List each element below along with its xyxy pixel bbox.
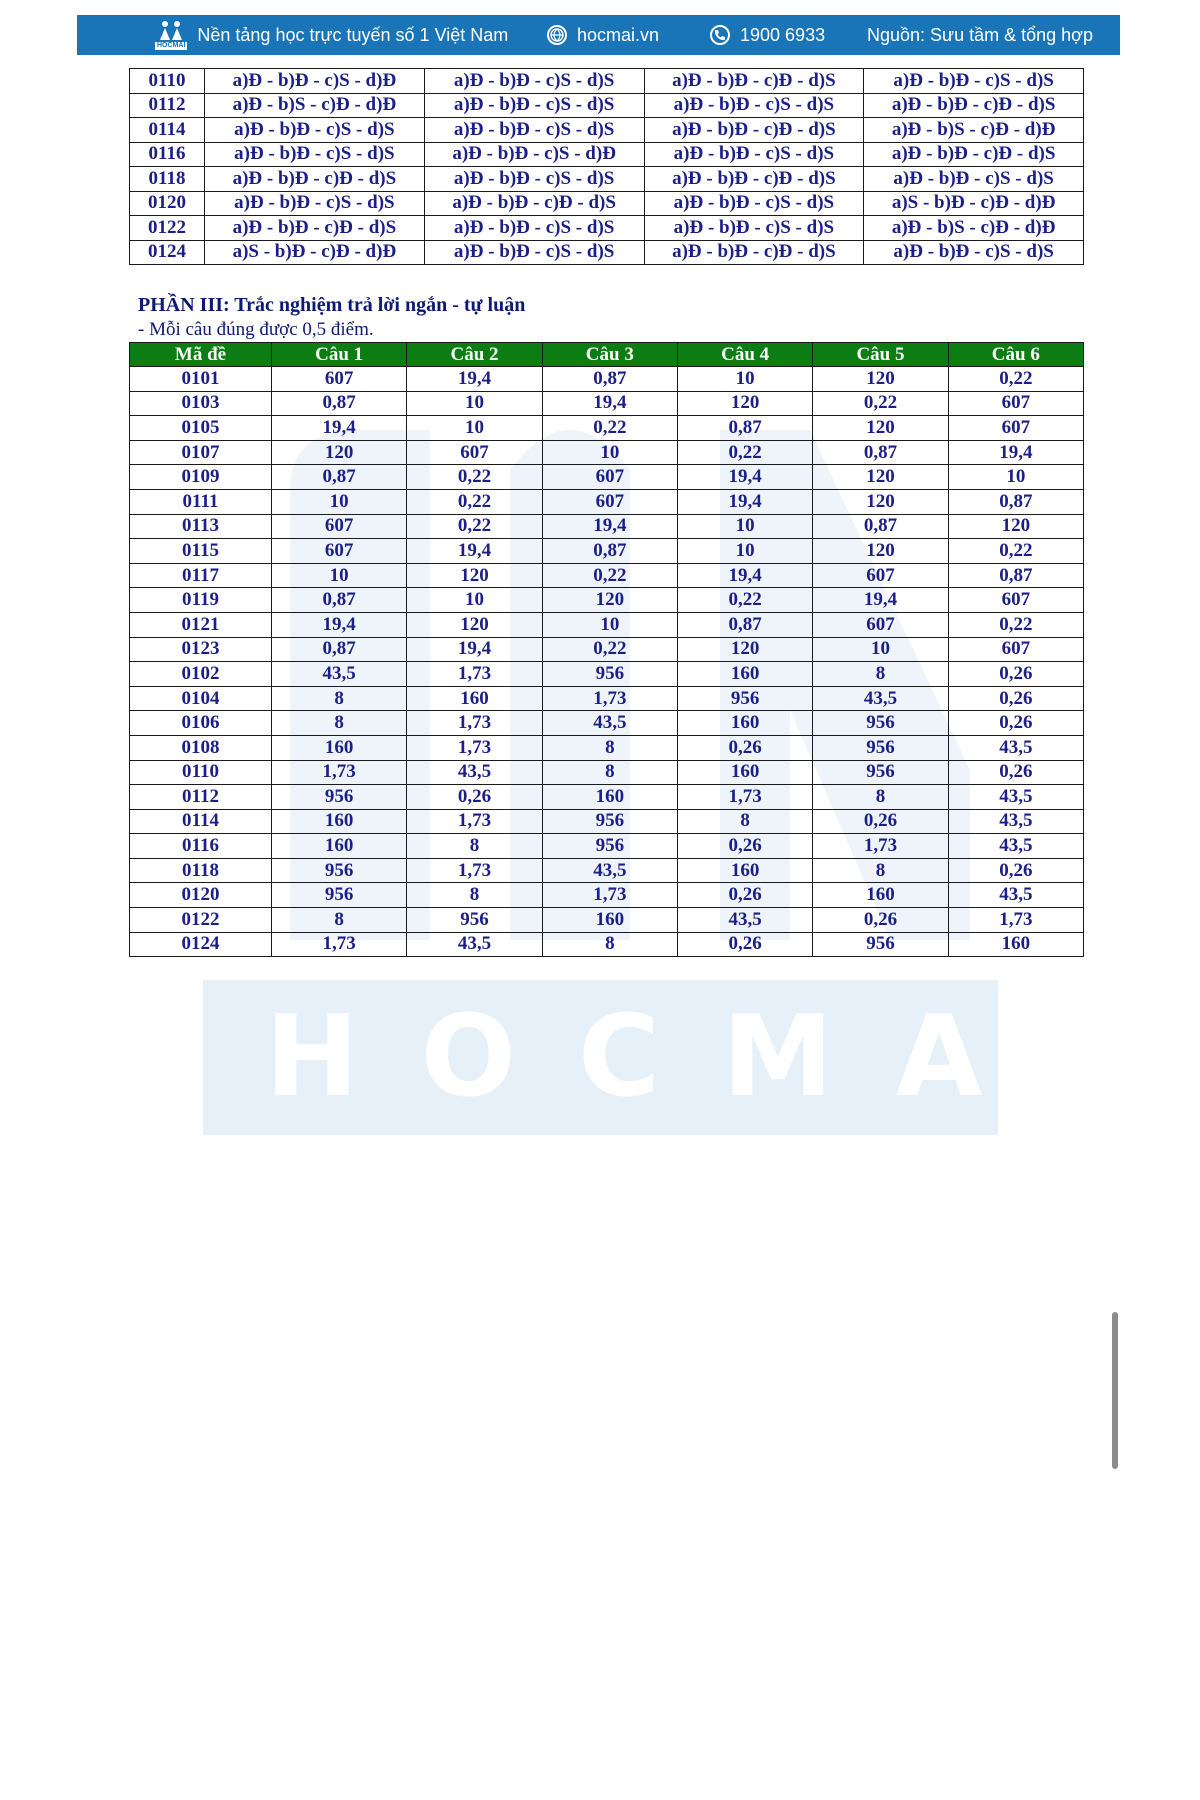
exam-code-cell: 0116 [130, 142, 205, 167]
answer-cell: 160 [407, 686, 542, 711]
answer-cell: a)Đ - b)Đ - c)Đ - d)S [864, 93, 1084, 118]
answer-cell: 607 [813, 612, 948, 637]
answer-cell: 0,22 [542, 416, 677, 441]
answer-cell: 120 [948, 514, 1083, 539]
answer-cell: 160 [813, 883, 948, 908]
exam-code-cell: 0124 [130, 932, 272, 957]
answer-cell: 43,5 [542, 711, 677, 736]
answer-cell: 0,22 [542, 563, 677, 588]
exam-code-cell: 0101 [130, 367, 272, 392]
answer-cell: 607 [948, 637, 1083, 662]
answer-cell: 0,22 [677, 440, 812, 465]
table-row [130, 588, 1084, 613]
table-row [130, 465, 1084, 490]
answer-cell: a)Đ - b)Đ - c)S - d)S [644, 142, 864, 167]
answer-cell: 0,22 [948, 367, 1083, 392]
answer-cell: 0,22 [813, 391, 948, 416]
answer-cell: 19,4 [677, 563, 812, 588]
answer-cell: 0,26 [813, 809, 948, 834]
answer-cell: 8 [813, 785, 948, 810]
answer-cell: 1,73 [272, 760, 407, 785]
answer-cell: a)Đ - b)Đ - c)S - d)S [864, 167, 1084, 192]
answer-cell: 1,73 [407, 858, 542, 883]
answer-cell: 0,22 [677, 588, 812, 613]
answer-cell: 1,73 [407, 809, 542, 834]
answer-cell: 120 [813, 416, 948, 441]
answer-cell: a)Đ - b)Đ - c)S - d)Đ [205, 69, 425, 94]
phone-icon [710, 25, 730, 45]
answer-cell: 8 [272, 686, 407, 711]
answer-cell: 0,87 [542, 539, 677, 564]
answer-cell: 607 [272, 367, 407, 392]
answer-cell: 120 [407, 563, 542, 588]
table-row [130, 142, 1084, 167]
answer-cell: a)Đ - b)Đ - c)Đ - d)S [205, 167, 425, 192]
exam-code-cell: 0116 [130, 834, 272, 859]
answer-cell: a)Đ - b)Đ - c)S - d)S [424, 167, 644, 192]
slogan-text: Nền tảng học trực tuyến số 1 Việt Nam [197, 24, 509, 45]
answer-cell: 607 [813, 563, 948, 588]
table-row [130, 416, 1084, 441]
answer-cell: 10 [677, 514, 812, 539]
table-row [130, 440, 1084, 465]
answer-cell: 10 [542, 440, 677, 465]
answer-cell: 19,4 [542, 514, 677, 539]
answer-cell: a)Đ - b)Đ - c)S - d)S [205, 142, 425, 167]
answer-cell: 10 [542, 612, 677, 637]
answer-cell: 43,5 [948, 883, 1083, 908]
answer-cell: 0,26 [677, 883, 812, 908]
column-header: Câu 5 [813, 343, 948, 367]
answer-cell: a)Đ - b)Đ - c)S - d)S [205, 118, 425, 143]
answer-cell: a)Đ - b)S - c)Đ - d)Đ [864, 118, 1084, 143]
answer-cell: 0,22 [542, 637, 677, 662]
exam-code-cell: 0110 [130, 69, 205, 94]
answer-cell: 19,4 [272, 612, 407, 637]
answer-cell: a)Đ - b)Đ - c)S - d)S [424, 118, 644, 143]
answer-cell: 120 [272, 440, 407, 465]
answer-cell: 120 [677, 391, 812, 416]
answer-cell: a)Đ - b)Đ - c)S - d)S [424, 69, 644, 94]
answer-cell: 0,87 [272, 391, 407, 416]
answer-cell: 607 [272, 514, 407, 539]
exam-code-cell: 0121 [130, 612, 272, 637]
column-header: Câu 6 [948, 343, 1083, 367]
section-note: - Mỗi câu đúng được 0,5 điểm. [138, 319, 374, 340]
answer-cell: 0,26 [677, 932, 812, 957]
answer-cell: 956 [542, 809, 677, 834]
answer-cell: 607 [407, 440, 542, 465]
answer-cell: 43,5 [407, 760, 542, 785]
answer-cell: 160 [677, 711, 812, 736]
table-row [130, 686, 1084, 711]
answer-cell: 0,87 [948, 563, 1083, 588]
answer-cell: a)Đ - b)Đ - c)S - d)S [644, 216, 864, 241]
answer-cell: 956 [813, 932, 948, 957]
answer-cell: a)Đ - b)Đ - c)S - d)S [864, 240, 1084, 265]
answer-cell: 0,87 [677, 416, 812, 441]
exam-code-cell: 0109 [130, 465, 272, 490]
answer-cell: 43,5 [407, 932, 542, 957]
exam-code-cell: 0110 [130, 760, 272, 785]
exam-code-cell: 0120 [130, 883, 272, 908]
exam-code-cell: 0114 [130, 118, 205, 143]
answer-cell: 10 [407, 588, 542, 613]
exam-code-cell: 0112 [130, 93, 205, 118]
answer-cell: 607 [948, 391, 1083, 416]
answer-cell: 8 [407, 883, 542, 908]
table-row [130, 514, 1084, 539]
table-row [130, 93, 1084, 118]
answer-cell: 0,87 [272, 637, 407, 662]
answer-cell: 956 [677, 686, 812, 711]
answer-cell: 1,73 [677, 785, 812, 810]
answer-cell: 19,4 [813, 588, 948, 613]
answer-cell: 0,26 [677, 834, 812, 859]
answer-cell: 8 [542, 735, 677, 760]
header-banner [77, 15, 1120, 55]
table-row [130, 118, 1084, 143]
exam-code-cell: 0108 [130, 735, 272, 760]
table-row [130, 563, 1084, 588]
answer-cell: 956 [813, 735, 948, 760]
answer-cell: 10 [677, 539, 812, 564]
answer-cell: 607 [542, 489, 677, 514]
answer-cell: a)Đ - b)S - c)Đ - d)Đ [864, 216, 1084, 241]
answer-cell: 956 [813, 760, 948, 785]
table-row [130, 367, 1084, 392]
table-row [130, 612, 1084, 637]
answer-cell: 160 [272, 735, 407, 760]
answer-cell: 19,4 [948, 440, 1083, 465]
true-false-answer-table-body [130, 69, 1084, 265]
table-row [130, 858, 1084, 883]
source-block [867, 15, 1093, 55]
answer-cell: 0,87 [813, 514, 948, 539]
exam-code-cell: 0115 [130, 539, 272, 564]
answer-cell: 1,73 [407, 662, 542, 687]
answer-cell: 19,4 [407, 367, 542, 392]
answer-cell: 120 [813, 539, 948, 564]
table-row [130, 908, 1084, 933]
exam-code-cell: 0118 [130, 167, 205, 192]
table-row [130, 167, 1084, 192]
website-link[interactable]: hocmai.vn [577, 24, 660, 45]
answer-cell: 160 [272, 834, 407, 859]
answer-cell: 1,73 [542, 686, 677, 711]
answer-cell: 8 [272, 711, 407, 736]
answer-cell: 956 [542, 834, 677, 859]
column-header: Câu 2 [407, 343, 542, 367]
answer-cell: 120 [813, 465, 948, 490]
answer-cell: 43,5 [272, 662, 407, 687]
exam-code-cell: 0120 [130, 191, 205, 216]
answer-cell: 0,26 [407, 785, 542, 810]
table-row [130, 932, 1084, 957]
answer-cell: 1,73 [407, 735, 542, 760]
answer-cell: a)Đ - b)Đ - c)Đ - d)S [864, 142, 1084, 167]
answer-cell: 120 [677, 637, 812, 662]
exam-code-cell: 0111 [130, 489, 272, 514]
answer-cell: 8 [813, 662, 948, 687]
answer-cell: 0,26 [948, 858, 1083, 883]
globe-icon [547, 25, 567, 45]
watermark-text: HOCMAI [265, 992, 1148, 1122]
answer-cell: 19,4 [407, 637, 542, 662]
true-false-answer-table [129, 68, 1084, 265]
answer-cell: 19,4 [407, 539, 542, 564]
website-block [547, 15, 659, 55]
exam-code-cell: 0113 [130, 514, 272, 539]
answer-cell: 10 [948, 465, 1083, 490]
answer-cell: 607 [272, 539, 407, 564]
answer-cell: a)Đ - b)Đ - c)S - d)S [424, 240, 644, 265]
short-answer-table-body [130, 367, 1084, 957]
answer-cell: a)Đ - b)Đ - c)S - d)S [424, 93, 644, 118]
answer-cell: a)Đ - b)Đ - c)S - d)S [205, 191, 425, 216]
vertical-scrollbar[interactable] [1112, 1312, 1118, 1469]
exam-code-cell: 0103 [130, 391, 272, 416]
table-row [130, 785, 1084, 810]
exam-code-cell: 0122 [130, 216, 205, 241]
source-text: Nguồn: Sưu tầm & tổng hợp [867, 24, 1093, 45]
exam-code-cell: 0107 [130, 440, 272, 465]
table-row [130, 735, 1084, 760]
exam-code-cell: 0118 [130, 858, 272, 883]
answer-cell: 0,26 [948, 760, 1083, 785]
answer-cell: 956 [272, 858, 407, 883]
answer-cell: 160 [677, 760, 812, 785]
hocmai-logo-icon: HOCMAI [155, 20, 187, 50]
answer-cell: 160 [272, 809, 407, 834]
answer-cell: 10 [677, 367, 812, 392]
answer-cell: 43,5 [948, 809, 1083, 834]
answer-cell: 19,4 [677, 489, 812, 514]
column-header: Câu 3 [542, 343, 677, 367]
answer-cell: 19,4 [677, 465, 812, 490]
exam-code-cell: 0102 [130, 662, 272, 687]
exam-code-cell: 0117 [130, 563, 272, 588]
answer-cell: 0,87 [542, 367, 677, 392]
answer-cell: 8 [542, 760, 677, 785]
answer-cell: 160 [677, 662, 812, 687]
column-header: Mã đề [130, 343, 272, 367]
answer-cell: 0,22 [407, 489, 542, 514]
column-header: Câu 4 [677, 343, 812, 367]
table-row [130, 883, 1084, 908]
answer-cell: 0,87 [272, 465, 407, 490]
answer-cell: 43,5 [542, 858, 677, 883]
answer-cell: 8 [272, 908, 407, 933]
table-row [130, 760, 1084, 785]
phone-block [710, 15, 825, 55]
table-row [130, 809, 1084, 834]
table-row [130, 662, 1084, 687]
table-row [130, 391, 1084, 416]
answer-cell: a)S - b)Đ - c)Đ - d)Đ [205, 240, 425, 265]
answer-cell: 0,22 [407, 465, 542, 490]
answer-cell: 1,73 [542, 883, 677, 908]
answer-cell: 0,26 [813, 908, 948, 933]
answer-cell: a)Đ - b)Đ - c)Đ - d)S [644, 167, 864, 192]
exam-code-cell: 0119 [130, 588, 272, 613]
answer-cell: 1,73 [407, 711, 542, 736]
answer-cell: 1,73 [948, 908, 1083, 933]
answer-cell: 0,22 [407, 514, 542, 539]
answer-cell: 0,26 [948, 686, 1083, 711]
answer-cell: 0,26 [948, 711, 1083, 736]
answer-cell: 43,5 [813, 686, 948, 711]
answer-cell: a)Đ - b)Đ - c)S - d)S [424, 216, 644, 241]
answer-cell: 43,5 [677, 908, 812, 933]
answer-cell: 607 [948, 416, 1083, 441]
answer-cell: 120 [813, 367, 948, 392]
answer-cell: a)Đ - b)Đ - c)S - d)S [864, 69, 1084, 94]
exam-code-cell: 0114 [130, 809, 272, 834]
answer-cell: 956 [407, 908, 542, 933]
answer-cell: 8 [542, 932, 677, 957]
exam-code-cell: 0122 [130, 908, 272, 933]
answer-cell: 10 [407, 391, 542, 416]
answer-cell: 160 [542, 785, 677, 810]
answer-cell: 160 [677, 858, 812, 883]
table-row [130, 711, 1084, 736]
answer-cell: 19,4 [542, 391, 677, 416]
answer-cell: a)S - b)Đ - c)Đ - d)Đ [864, 191, 1084, 216]
answer-cell: 120 [813, 489, 948, 514]
answer-cell: a)Đ - b)Đ - c)S - d)Đ [424, 142, 644, 167]
answer-cell: 8 [407, 834, 542, 859]
answer-cell: 1,73 [272, 932, 407, 957]
answer-cell: a)Đ - b)Đ - c)Đ - d)S [644, 69, 864, 94]
answer-cell: 10 [407, 416, 542, 441]
answer-cell: 10 [813, 637, 948, 662]
table-row [130, 539, 1084, 564]
answer-cell: 1,73 [813, 834, 948, 859]
table-row [130, 637, 1084, 662]
answer-cell: a)Đ - b)Đ - c)Đ - d)S [205, 216, 425, 241]
answer-cell: 120 [407, 612, 542, 637]
answer-cell: 43,5 [948, 834, 1083, 859]
exam-code-cell: 0105 [130, 416, 272, 441]
answer-cell: 0,87 [677, 612, 812, 637]
answer-cell: a)Đ - b)Đ - c)S - d)S [644, 93, 864, 118]
column-header: Câu 1 [272, 343, 407, 367]
answer-cell: 0,87 [272, 588, 407, 613]
answer-cell: 120 [542, 588, 677, 613]
table-row [130, 834, 1084, 859]
table-row [130, 489, 1084, 514]
answer-cell: 8 [677, 809, 812, 834]
answer-cell: 956 [813, 711, 948, 736]
answer-cell: 0,22 [948, 612, 1083, 637]
answer-cell: 0,87 [948, 489, 1083, 514]
exam-code-cell: 0112 [130, 785, 272, 810]
section-title: PHẦN III: Trắc nghiệm trả lời ngắn - tự luận [138, 294, 526, 316]
phone-number: 1900 6933 [740, 24, 826, 45]
answer-cell: 956 [272, 883, 407, 908]
exam-code-cell: 0124 [130, 240, 205, 265]
answer-cell: a)Đ - b)S - c)Đ - d)Đ [205, 93, 425, 118]
answer-cell: 956 [542, 662, 677, 687]
exam-code-cell: 0123 [130, 637, 272, 662]
short-answer-header-row [130, 343, 1084, 367]
answer-cell: 0,26 [677, 735, 812, 760]
short-answer-table [129, 342, 1084, 957]
answer-cell: 607 [948, 588, 1083, 613]
table-row [130, 216, 1084, 241]
answer-cell: 160 [542, 908, 677, 933]
answer-cell: 43,5 [948, 735, 1083, 760]
answer-cell: 19,4 [272, 416, 407, 441]
answer-cell: a)Đ - b)Đ - c)S - d)S [644, 191, 864, 216]
answer-cell: 0,87 [813, 440, 948, 465]
answer-cell: 956 [272, 785, 407, 810]
table-row [130, 191, 1084, 216]
brand-block [155, 15, 508, 55]
table-row [130, 240, 1084, 265]
answer-cell: 0,26 [948, 662, 1083, 687]
answer-cell: 8 [813, 858, 948, 883]
answer-cell: 607 [542, 465, 677, 490]
answer-cell: 0,22 [948, 539, 1083, 564]
table-row [130, 69, 1084, 94]
answer-cell: 43,5 [948, 785, 1083, 810]
answer-cell: 10 [272, 489, 407, 514]
exam-code-cell: 0106 [130, 711, 272, 736]
answer-cell: 160 [948, 932, 1083, 957]
answer-cell: a)Đ - b)Đ - c)Đ - d)S [644, 240, 864, 265]
answer-cell: a)Đ - b)Đ - c)Đ - d)S [644, 118, 864, 143]
answer-cell: 10 [272, 563, 407, 588]
answer-cell: a)Đ - b)Đ - c)Đ - d)S [424, 191, 644, 216]
exam-code-cell: 0104 [130, 686, 272, 711]
